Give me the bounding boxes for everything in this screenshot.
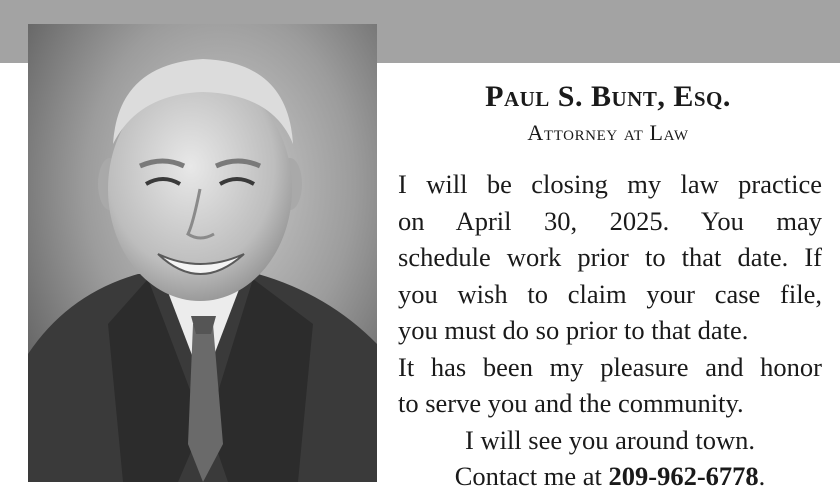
announcement-line: you wish to claim your case file, [398,278,822,309]
announcement-line: on April 30, 2025. You may [398,205,822,236]
contact-prefix: Contact me at [454,461,602,491]
announcement-line: you must do so prior to that date. [398,315,749,345]
announcement-line: It has been my pleasure and honor [398,351,822,382]
attorney-title: Attorney at Law [527,120,689,145]
attorney-portrait-photo [28,24,377,482]
contact-line [398,458,822,495]
announcement-line: to serve you and the community. [398,388,744,418]
announcement-text [398,166,822,495]
contact-suffix: . [758,461,766,491]
announcement-line: I will be closing my law practice [398,169,822,199]
announcement-line: schedule work prior to that date. If [398,242,822,272]
portrait-illustration [28,24,377,482]
announcement-line: I will see you around town. [465,424,755,455]
attorney-name: Paul S. Bunt, Esq. [485,80,731,113]
phone-number: 209-962-6778 [608,461,759,491]
